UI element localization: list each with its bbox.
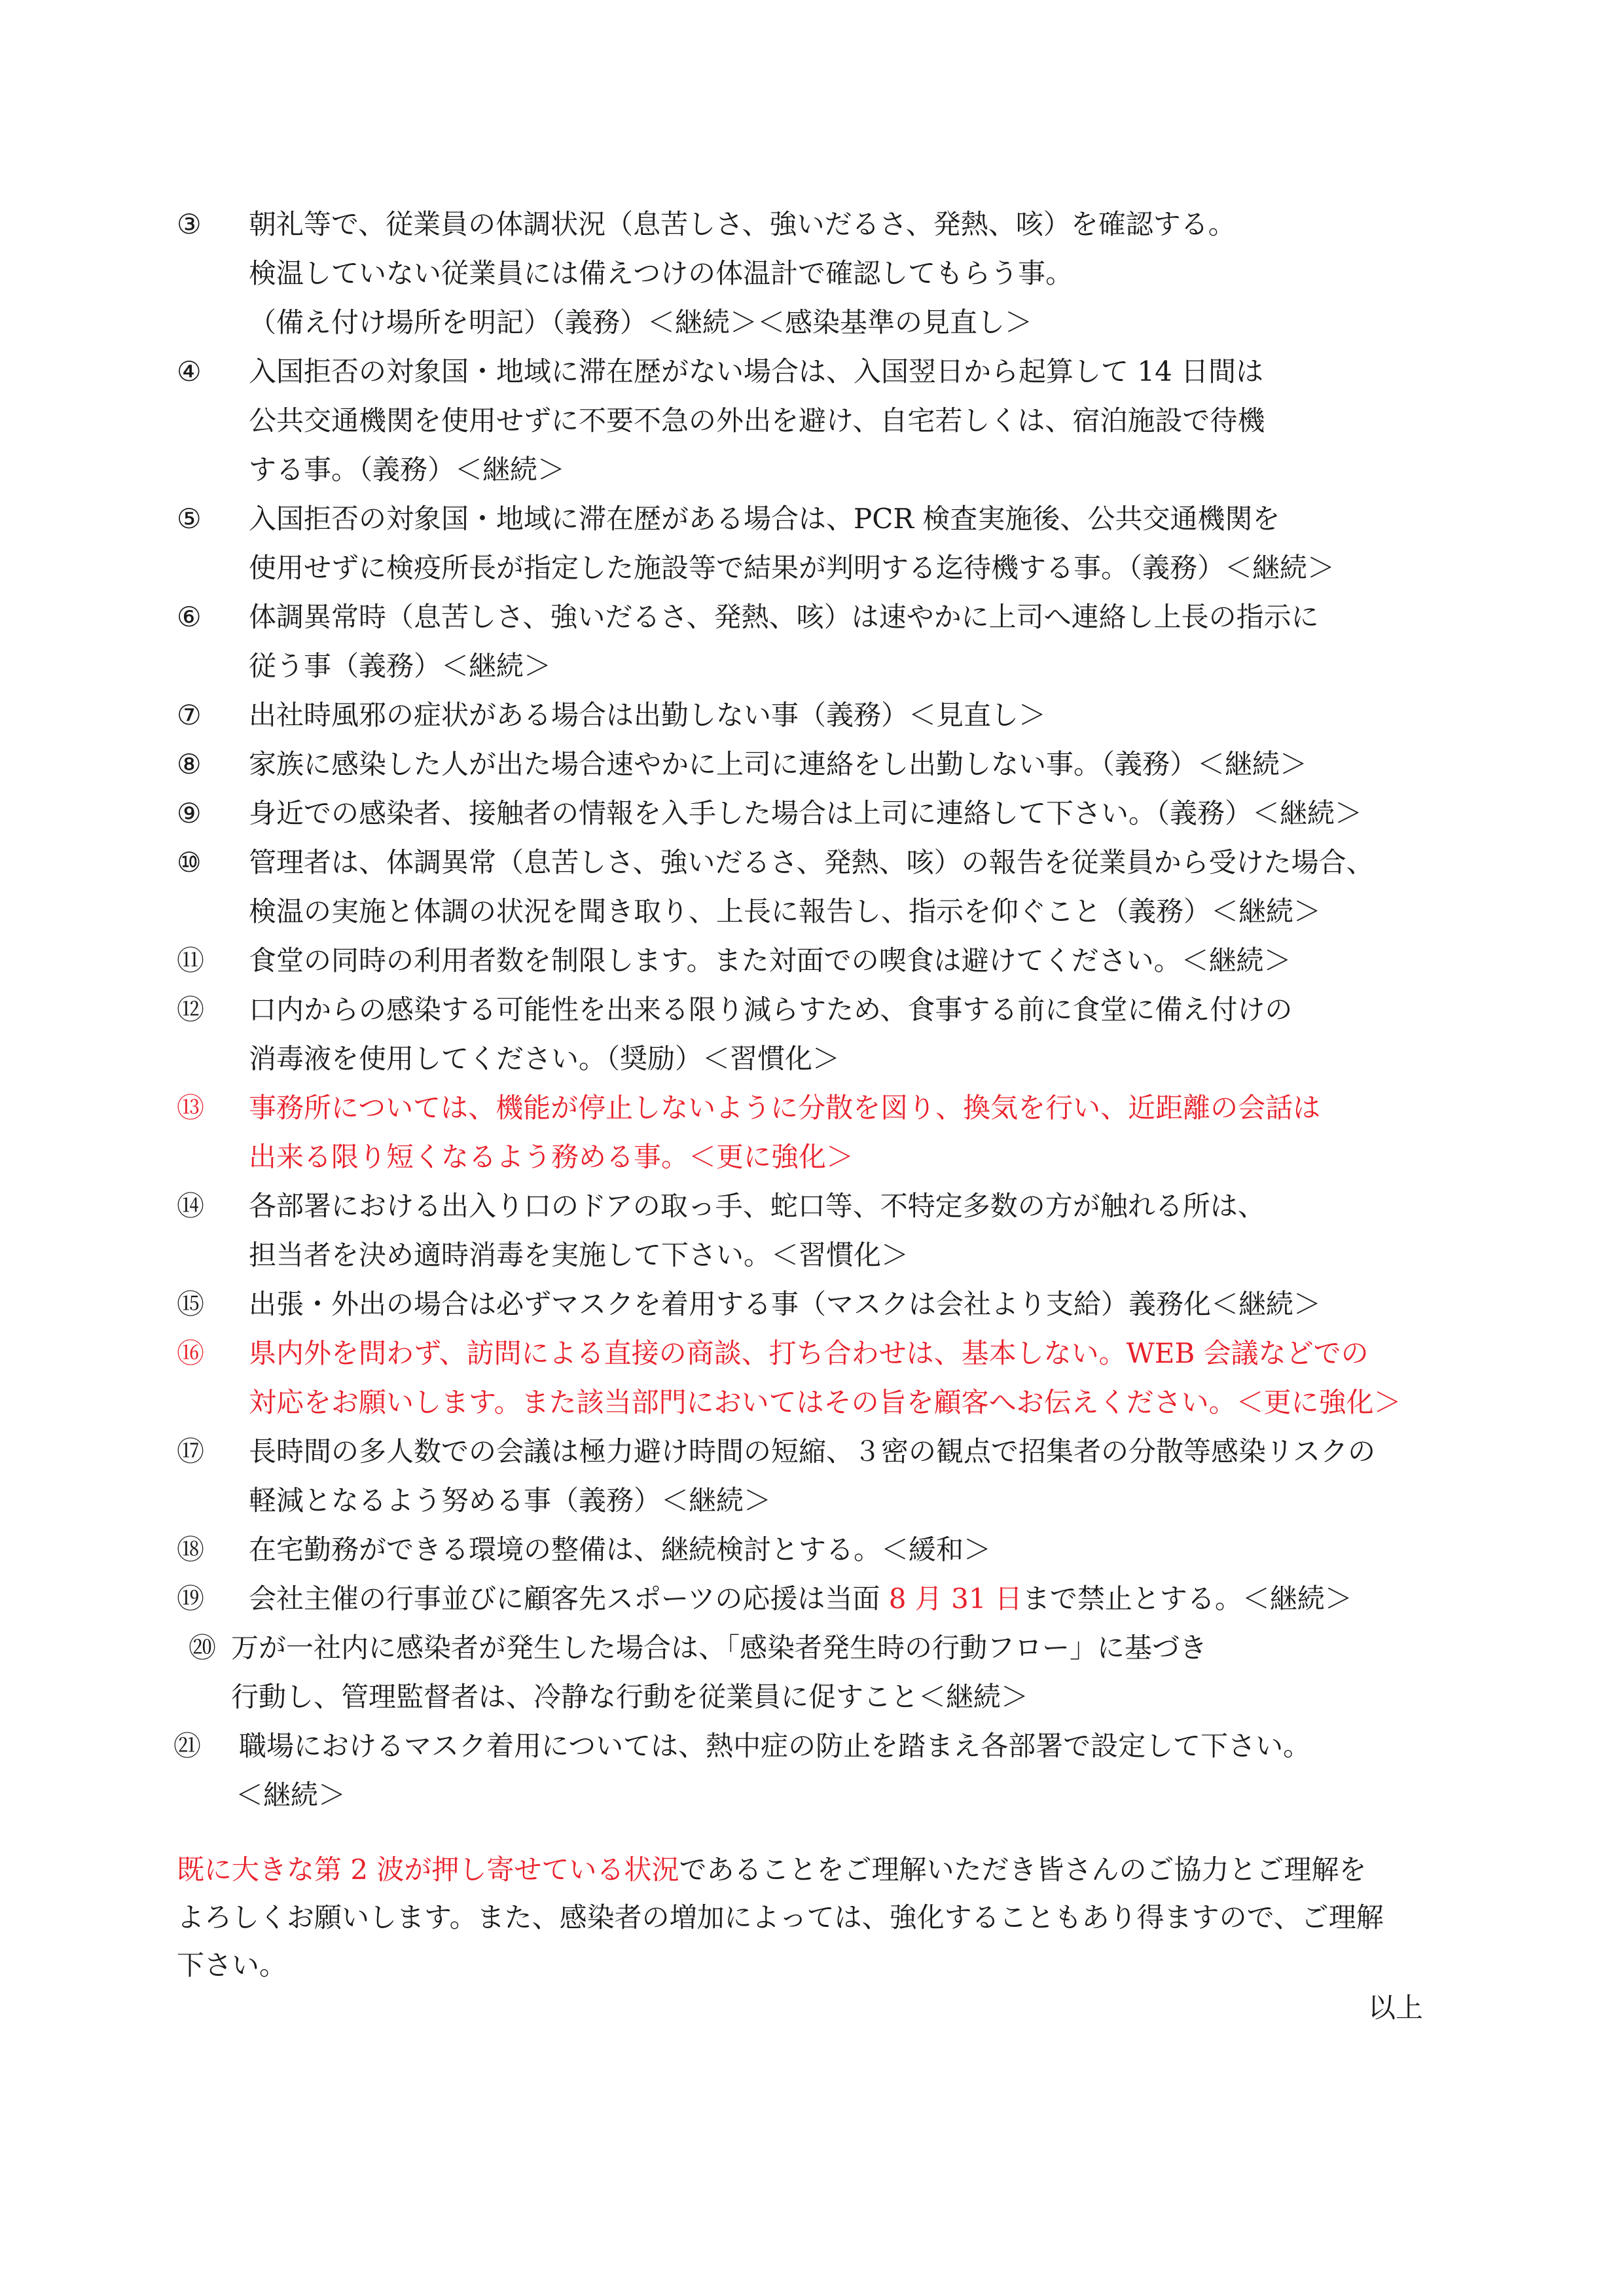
item-number: ⑥ (177, 601, 202, 633)
deadline-highlight: 8 月 31 日 (888, 1583, 1022, 1615)
item-number: ⑳ (189, 1632, 217, 1664)
list-item (177, 838, 1538, 936)
item-line: 身近での感染者、接触者の情報を入手した場合は上司に連絡して下さい。（義務）＜継続＞ (249, 797, 1363, 829)
item-line: 公共交通機関を使用せずに不要不急の外出を避け、自宅若しくは、宿泊施設で待機 (249, 404, 1265, 437)
item-line: 従う事（義務）＜継続＞ (249, 650, 552, 682)
list-item (177, 1181, 1538, 1280)
item-number: ⑤ (177, 503, 202, 535)
list-item-emphasized (177, 1329, 1538, 1427)
item-line: する事。（義務）＜継続＞ (249, 454, 566, 486)
list-item (177, 789, 1538, 838)
item-number: ⑫ (177, 994, 205, 1026)
item-line: 朝礼等で、従業員の体調状況（息苦しさ、強いだるさ、発熱、咳）を確認する。 (249, 208, 1236, 240)
item-line: 食堂の同時の利用者数を制限します。また対面での喫食は避けてください。＜継続＞ (249, 944, 1291, 977)
list-item (177, 1427, 1538, 1525)
item-line: 軽減となるよう努める事（義務）＜継続＞ (249, 1484, 772, 1516)
list-item (173, 1721, 1535, 1820)
item-line: 出来る限り短くなるよう務める事。＜更に強化＞ (249, 1141, 854, 1173)
item-line: 対応をお願いします。また該当部門においてはその旨を顧客へお伝えください。＜更に強化＞ (249, 1386, 1401, 1418)
item-number: ㉑ (173, 1730, 202, 1762)
item-line: 職場におけるマスク着用については、熱中症の防止を踏まえ各部署で設定して下さい。 (239, 1730, 1311, 1762)
list-item (177, 740, 1538, 789)
item-number: ⑪ (177, 944, 205, 977)
list-item (177, 200, 1538, 347)
item-number: ④ (177, 355, 202, 387)
list-item (177, 1574, 1538, 1623)
item-number: ③ (177, 208, 202, 240)
item-line: 検温の実施と体調の状況を聞き取り、上長に報告し、指示を仰ぐこと（義務）＜継続＞ (249, 895, 1322, 927)
list-item (177, 936, 1538, 985)
item-line: 使用せずに検疫所長が指定した施設等で結果が判明する迄待機する事。（義務）＜継続＞ (249, 552, 1335, 584)
item-line: 管理者は、体調異常（息苦しさ、強いだるさ、発熱、咳）の報告を従業員から受けた場合、 (249, 846, 1374, 878)
item-line: 在宅勤務ができる環境の整備は、継続検討とする。＜緩和＞ (249, 1534, 992, 1566)
list-item (177, 494, 1538, 592)
item-line: 各部署における出入り口のドアの取っ手、蛇口等、不特定多数の方が触れる所は、 (249, 1190, 1265, 1222)
paragraph-line: よろしくお願いします。また、感染者の増加によっては、強化することもあり得ますので、ご理解 (177, 1901, 1384, 1933)
item-number: ⑭ (177, 1190, 205, 1222)
item-line: 家族に感染した人が出た場合速やかに上司に連絡をし出勤しない事。（義務）＜継続＞ (249, 748, 1308, 780)
item-line: 入国拒否の対象国・地域に滞在歴がない場合は、入国翌日から起算して 14 日間は (249, 355, 1264, 387)
situation-highlight: 既に大きな第 2 波が押し寄せている状況 (177, 1854, 679, 1886)
list-item (189, 1623, 1550, 1721)
list-item (177, 985, 1538, 1083)
paragraph-text: であることをご理解いただき皆さんのご協力とご理解を (679, 1854, 1367, 1886)
item-number: ⑨ (177, 797, 202, 829)
item-text: 会社主催の行事並びに顧客先スポーツの応援は当面 (249, 1583, 889, 1615)
list-item (177, 347, 1538, 494)
item-line: 事務所については、機能が停止しないように分散を図り、換気を行い、近距離の会話は (249, 1092, 1321, 1124)
item-line: （備え付け場所を明記）（義務）＜継続＞＜感染基準の見直し＞ (249, 306, 1033, 338)
item-number: ⑱ (177, 1534, 205, 1566)
item-line: 長時間の多人数での会議は極力避け時間の短縮、３密の観点で招集者の分散等感染リスクの (249, 1435, 1376, 1467)
sign-off: 以上 (1368, 1992, 1424, 2024)
item-line: 万が一社内に感染者が発生した場合は、「感染者発生時の行動フロー」に基づき (231, 1632, 1208, 1664)
item-text: まで禁止とする。＜継続＞ (1022, 1583, 1352, 1615)
item-line: 出張・外出の場合は必ずマスクを着用する事（マスクは会社より支給）義務化＜継続＞ (249, 1288, 1322, 1320)
paragraph-line: 下さい。 (177, 1949, 287, 1981)
item-line: 消毒液を使用してください。（奨励）＜習慣化＞ (249, 1043, 840, 1075)
list-item (177, 1280, 1538, 1329)
item-number: ⑧ (177, 748, 202, 780)
list-item (177, 592, 1538, 691)
list-item-emphasized (177, 1083, 1538, 1181)
item-line: 行動し、管理監督者は、冷静な行動を従業員に促すこと＜継続＞ (231, 1681, 1029, 1713)
list-item (177, 1525, 1538, 1574)
item-number: ⑯ (177, 1337, 205, 1369)
item-number: ⑮ (177, 1288, 205, 1320)
closing-paragraph (177, 1846, 1512, 1989)
item-line: 体調異常時（息苦しさ、強いだるさ、発熱、咳）は速やかに上司へ連絡し上長の指示に (249, 601, 1319, 633)
item-line: 県内外を問わず、訪問による直接の商談、打ち合わせは、基本しない。WEB 会議などでの (249, 1337, 1369, 1369)
item-number: ⑬ (177, 1092, 205, 1124)
item-line: 入国拒否の対象国・地域に滞在歴がある場合は、PCR 検査実施後、公共交通機関を (249, 503, 1280, 535)
item-line: 口内からの感染する可能性を出来る限り減らすため、食事する前に食堂に備え付けの (249, 994, 1293, 1026)
item-line: ＜継続＞ (236, 1779, 346, 1811)
item-number: ⑩ (177, 846, 202, 878)
item-line (249, 1574, 1538, 1623)
paragraph-line (177, 1846, 1512, 1893)
list-item (177, 691, 1538, 740)
item-line: 担当者を決め適時消毒を実施して下さい。＜習慣化＞ (249, 1239, 909, 1271)
item-line: 検温していない従業員には備えつけの体温計で確認してもらう事。 (249, 257, 1074, 289)
item-line: 出社時風邪の症状がある場合は出勤しない事（義務）＜見直し＞ (249, 699, 1047, 731)
item-number: ⑦ (177, 699, 202, 731)
item-number: ⑰ (177, 1435, 205, 1467)
item-number: ⑲ (177, 1583, 205, 1615)
